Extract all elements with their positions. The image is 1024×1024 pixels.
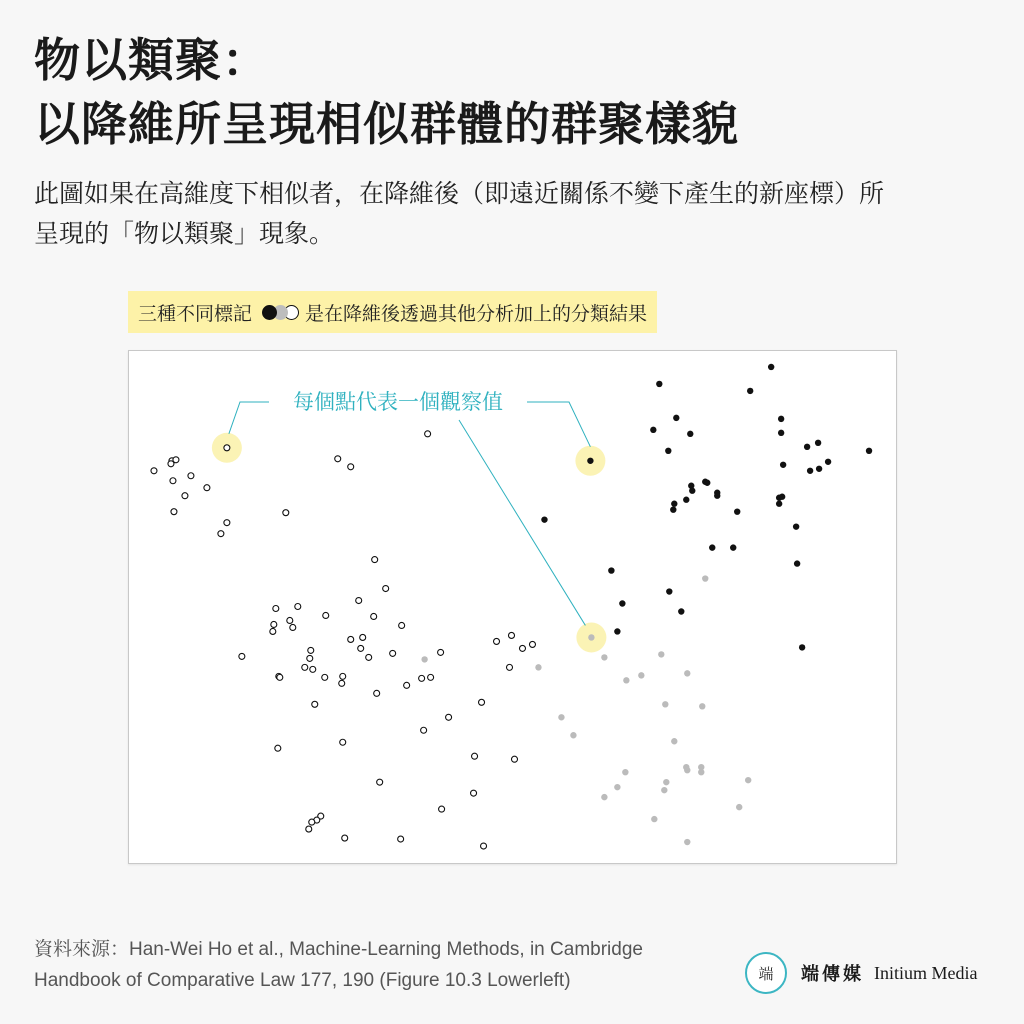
black-point-32 — [794, 560, 800, 566]
annotation-leader-2 — [459, 420, 585, 625]
hollow-point-29 — [239, 653, 245, 659]
hollow-point-10 — [204, 485, 210, 491]
hollow-point-51 — [374, 690, 380, 696]
grey-point-8 — [684, 670, 690, 676]
black-point-14 — [807, 468, 813, 474]
grey-point-19 — [745, 777, 751, 783]
hollow-point-68 — [398, 836, 404, 842]
hollow-point-65 — [309, 819, 315, 825]
black-point-4 — [778, 416, 784, 422]
hollow-point-59 — [511, 756, 517, 762]
hollow-point-11 — [182, 493, 188, 499]
black-point-7 — [778, 430, 784, 436]
grey-point-12 — [570, 732, 576, 738]
hollow-point-15 — [372, 557, 378, 563]
hollow-point-57 — [275, 745, 281, 751]
subtitle-line-2: 呈現的「物以類聚」現象。 — [34, 219, 335, 248]
hollow-point-28 — [348, 636, 354, 642]
hollow-point-25 — [399, 622, 405, 628]
hollow-point-5 — [151, 468, 157, 474]
hollow-point-50 — [419, 675, 425, 681]
black-point-11 — [825, 459, 831, 465]
subtitle-line-1: 此圖如果在高維度下相似者，在降維後（即遠近關係不變下產生的新座標）所 — [34, 179, 885, 208]
scatter-plot — [128, 350, 897, 864]
black-point-36 — [678, 608, 684, 614]
black-point-34 — [666, 588, 672, 594]
black-point-0 — [768, 364, 774, 370]
black-point-2 — [747, 388, 753, 394]
hollow-point-52 — [312, 701, 318, 707]
hollow-point-39 — [302, 664, 308, 670]
hollow-point-70 — [171, 509, 177, 515]
black-point-31 — [730, 544, 736, 550]
hollow-point-13 — [224, 520, 230, 526]
legend-note — [128, 291, 657, 333]
black-point-20 — [714, 493, 720, 499]
hollow-point-45 — [340, 673, 346, 679]
title-line-2: 以降維所呈現相似群體的群聚樣貌 — [34, 97, 739, 151]
black-point-40 — [587, 458, 593, 464]
legend-note-suffix: 是在降維後透過其他分析加上的分類結果 — [305, 302, 648, 325]
annotation-leader-1 — [527, 402, 590, 447]
hollow-point-33 — [358, 645, 364, 651]
hollow-point-24 — [287, 617, 293, 623]
hollow-point-62 — [439, 806, 445, 812]
annotation-leader-0 — [229, 402, 269, 434]
legend-note-prefix: 三種不同標記 — [138, 302, 253, 325]
hollow-point-34 — [366, 654, 372, 660]
black-point-17 — [689, 488, 695, 494]
hollow-point-36 — [509, 632, 515, 638]
black-point-8 — [665, 448, 671, 454]
hollow-point-31 — [390, 650, 396, 656]
hollow-point-60 — [377, 779, 383, 785]
grey-point-13 — [671, 738, 677, 744]
brand-logo — [745, 952, 787, 994]
black-point-5 — [650, 427, 656, 433]
hollow-point-21 — [323, 612, 329, 618]
hollow-point-16 — [383, 586, 389, 592]
scatter-plot-svg — [129, 351, 898, 865]
grey-point-3 — [658, 651, 664, 657]
black-point-6 — [687, 431, 693, 437]
black-point-10 — [815, 440, 821, 446]
brand[interactable] — [745, 950, 977, 996]
hollow-point-35 — [494, 638, 500, 644]
hollow-point-27 — [360, 634, 366, 640]
grey-point-1 — [588, 634, 594, 640]
black-point-33 — [608, 567, 614, 573]
hollow-point-40 — [310, 666, 316, 672]
hollow-point-55 — [421, 727, 427, 733]
hollow-point-61 — [471, 790, 477, 796]
brand-name-cn: 端傳媒 — [801, 964, 864, 985]
hollow-point-17 — [356, 598, 362, 604]
grey-point-10 — [699, 703, 705, 709]
black-point-39 — [866, 448, 872, 454]
hollow-point-58 — [472, 753, 478, 759]
grey-point-0 — [702, 575, 708, 581]
black-point-38 — [799, 644, 805, 650]
black-point-18 — [702, 479, 708, 485]
hollow-point-18 — [273, 605, 279, 611]
black-point-3 — [673, 415, 679, 421]
hollow-point-20 — [371, 613, 377, 619]
black-point-1 — [656, 381, 662, 387]
grey-point-11 — [558, 714, 564, 720]
page-title — [34, 28, 994, 156]
hollow-point-46 — [438, 649, 444, 655]
black-point-27 — [776, 501, 782, 507]
hollow-point-0 — [224, 445, 230, 451]
grey-point-20 — [614, 784, 620, 790]
hollow-point-9 — [348, 464, 354, 470]
black-point-28 — [541, 516, 547, 522]
highlight-layer — [212, 433, 607, 653]
hollow-point-26 — [270, 628, 276, 634]
grey-point-17 — [683, 764, 689, 770]
legend-markers — [262, 305, 295, 320]
hollow-point-23 — [271, 621, 277, 627]
hollow-point-22 — [290, 624, 296, 630]
hollow-point-8 — [335, 456, 341, 462]
legend-marker-black — [262, 305, 277, 320]
brand-name-en: Initium Media — [874, 962, 978, 983]
grey-point-7 — [638, 672, 644, 678]
subtitle — [34, 174, 994, 254]
grey-point-25 — [651, 816, 657, 822]
source-line-2: Handbook of Comparative Law 177, 190 (Figure 10.3 Lowerleft) — [34, 970, 571, 991]
hollow-point-30 — [308, 647, 314, 653]
black-point-13 — [816, 466, 822, 472]
hollow-point-37 — [519, 645, 525, 651]
point-layer — [151, 364, 872, 849]
black-point-21 — [683, 497, 689, 503]
black-point-12 — [780, 462, 786, 468]
brand-logo-glyph: 端 — [758, 964, 774, 983]
hollow-point-32 — [307, 655, 313, 661]
hollow-point-54 — [446, 714, 452, 720]
hollow-point-7 — [170, 478, 176, 484]
hollow-point-14 — [218, 531, 224, 537]
hollow-point-19 — [295, 604, 301, 610]
black-point-23 — [670, 506, 676, 512]
black-point-25 — [779, 494, 785, 500]
hollow-point-4 — [168, 461, 174, 467]
hollow-point-43 — [339, 680, 345, 686]
black-point-37 — [614, 628, 620, 634]
grey-point-6 — [623, 677, 629, 683]
grey-point-4 — [421, 656, 427, 662]
grey-point-26 — [684, 839, 690, 845]
grey-point-9 — [662, 701, 668, 707]
hollow-point-47 — [507, 664, 513, 670]
grey-point-23 — [601, 794, 607, 800]
hollow-point-67 — [342, 835, 348, 841]
hollow-point-44 — [277, 674, 283, 680]
black-point-29 — [793, 523, 799, 529]
black-point-9 — [804, 444, 810, 450]
hollow-point-49 — [404, 682, 410, 688]
grey-point-2 — [601, 654, 607, 660]
hollow-point-56 — [340, 739, 346, 745]
grey-point-18 — [698, 764, 704, 770]
hollow-point-6 — [188, 473, 194, 479]
grey-point-15 — [622, 769, 628, 775]
source-credit — [34, 934, 734, 996]
title-line-1: 物以類聚： — [34, 33, 269, 87]
black-point-30 — [709, 544, 715, 550]
hollow-point-1 — [425, 431, 431, 437]
grey-point-24 — [736, 804, 742, 810]
source-line-1: 資料來源：Han-Wei Ho et al., Machine-Learning Methods, in Cambridge — [34, 939, 643, 960]
hollow-point-38 — [529, 641, 535, 647]
black-point-35 — [619, 600, 625, 606]
hollow-point-66 — [306, 826, 312, 832]
grey-point-22 — [661, 787, 667, 793]
annotation-label: 每個點代表一個觀察值 — [293, 390, 503, 414]
hollow-point-42 — [322, 674, 328, 680]
grey-point-21 — [663, 779, 669, 785]
hollow-point-69 — [481, 843, 487, 849]
grey-point-5 — [535, 664, 541, 670]
hollow-point-12 — [283, 510, 289, 516]
hollow-point-48 — [428, 674, 434, 680]
hollow-point-53 — [479, 699, 485, 705]
black-point-22 — [671, 501, 677, 507]
black-point-26 — [734, 508, 740, 514]
